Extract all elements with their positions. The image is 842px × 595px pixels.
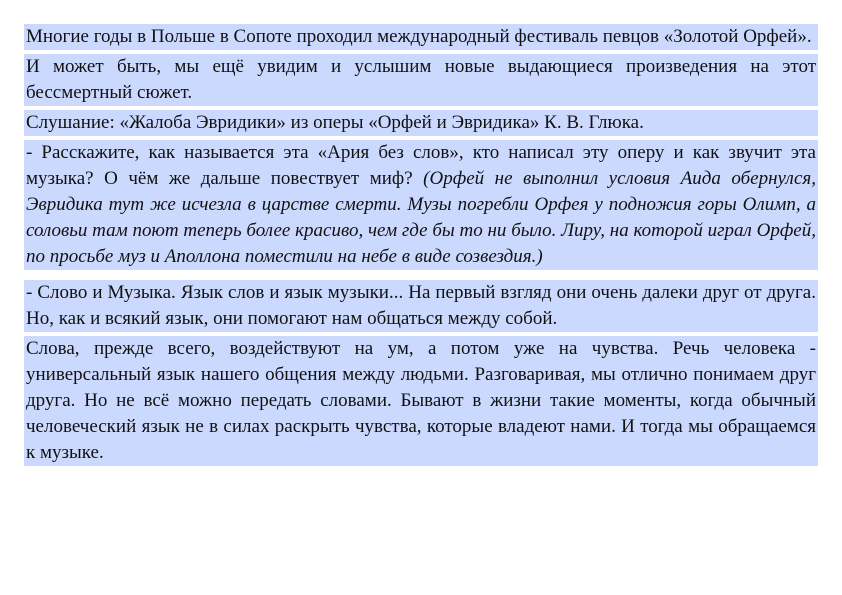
question-text: - Расскажите, как называется эта «Ария без слов», кто написал эту оперу и как звучит эта музыка? О чём же дальше повествует миф? bbox=[26, 142, 816, 189]
paragraph-new-works: И может быть, мы ещё увидим и услышим новые выдающиеся произведения на этот бессмертный сюжет. bbox=[24, 54, 818, 106]
document-body bbox=[24, 24, 818, 470]
paragraph-words-feelings: Слова, прежде всего, воздействуют на ум, а потом уже на чувства. Речь человека - универсальный язык нашего общения между людьми. Разговаривая, мы отлично понимаем друг друга. Но не всё можно передать словами. Бывают в жизни такие моменты, когда обычный человеческий язык не в силах раскрыть чувства, которые владеют нами. И тогда мы обращаемся к музыке. bbox=[24, 336, 818, 466]
myth-italic-text: (Орфей не выполнил условия Аида обернулся, Эвридика тут же исчезла в царстве смерти. Музы погребли Орфея у подножия горы Олимп, а соловьи там поют теперь более красиво, чем где бы то ни было. Лиру, на которой играл Орфей, по просьбе муз и Аполлона поместили на небе в виде созвездия.) bbox=[26, 168, 816, 267]
paragraph-festival: Многие годы в Польше в Сопоте проходил международный фестиваль певцов «Золотой Орфей». bbox=[24, 24, 818, 50]
paragraph-word-and-music: - Слово и Музыка. Язык слов и язык музыки... На первый взгляд они очень далеки друг от друга. Но, как и всякий язык, они помогают нам общаться между собой. bbox=[24, 280, 818, 332]
paragraph-listening: Слушание: «Жалоба Эвридики» из оперы «Орфей и Эвридика» К. В. Глюка. bbox=[24, 110, 818, 136]
paragraph-question bbox=[24, 140, 818, 270]
